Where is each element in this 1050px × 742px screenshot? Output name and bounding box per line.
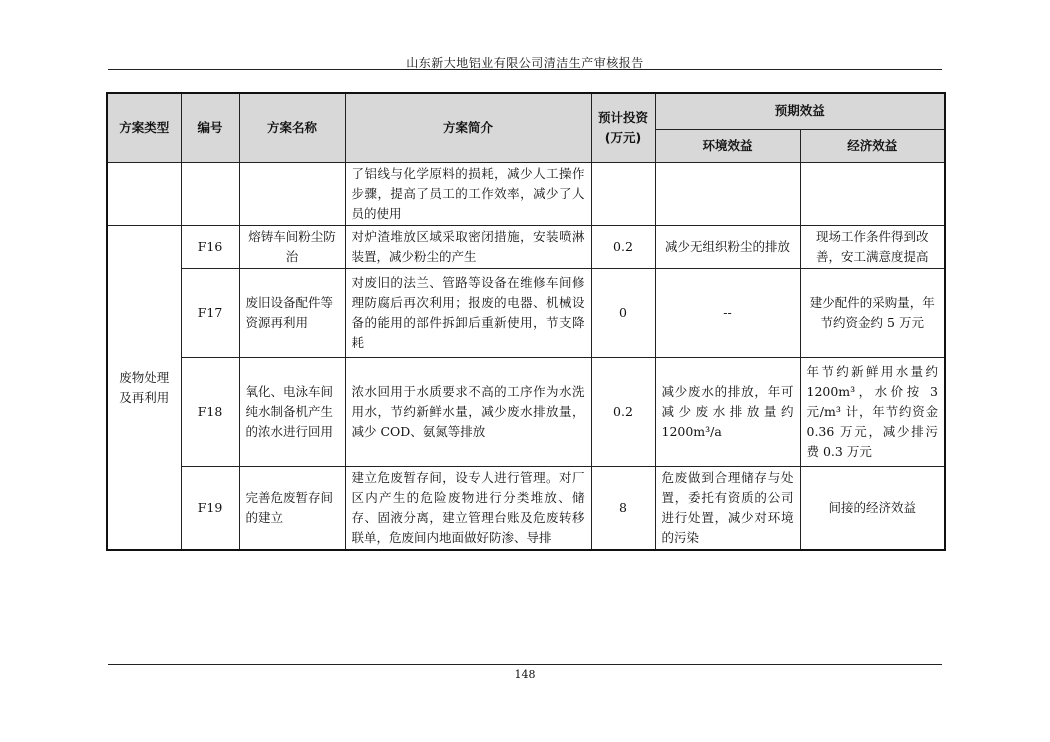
- table-header-row: [107, 93, 945, 129]
- row-investment: 0: [591, 269, 655, 358]
- row-investment: 0.2: [591, 226, 655, 269]
- category-cell: 废物处理及再利用: [107, 226, 181, 551]
- page-number: 148: [514, 668, 536, 681]
- continuation-summary: 了铝线与化学原料的损耗，减少人工操作步骤，提高了员工的工作效率，减少了人员的使用: [345, 163, 591, 226]
- row-summary: 建立危废暂存间，设专人进行管理。对厂区内产生的危险废物进行分类堆放、储存、固液分离，建立管理台账及危废转移联单，危废间内地面做好防渗、导排: [345, 467, 591, 551]
- row-env: 危废做到合理储存与处置，委托有资质的公司进行处置，减少对环境的污染: [655, 467, 800, 551]
- row-econ: 年节约新鲜用水量约 1200m³，水价按 3 元/m³ 计，年节约资金 0.36 万元，减少排污费 0.3 万元: [800, 358, 945, 467]
- header-name: 方案名称: [239, 93, 345, 163]
- row-summary: 浓水回用于水质要求不高的工序作为水洗用水，节约新鲜水量，减少废水排放量，减少 COD、氨氮等排放: [345, 358, 591, 467]
- row-summary: 对废旧的法兰、管路等设备在维修车间修理防腐后再次利用；报废的电器、机械设备的能用的部件拆卸后重新使用，节支降耗: [345, 269, 591, 358]
- table-row: [107, 269, 945, 358]
- row-id: F19: [181, 467, 239, 551]
- table-row: [107, 226, 945, 269]
- header-investment: 预计投资(万元): [591, 93, 655, 163]
- row-id: F18: [181, 358, 239, 467]
- row-econ: 现场工作条件得到改善，安工满意度提高: [800, 226, 945, 269]
- row-id: F16: [181, 226, 239, 269]
- row-env: 减少废水的排放，年可减少废水排放量约 1200m³/a: [655, 358, 800, 467]
- row-summary: 对炉渣堆放区域采取密闭措施，安装喷淋装置，减少粉尘的产生: [345, 226, 591, 269]
- audit-plan-table: [106, 92, 946, 551]
- table-row: [107, 467, 945, 551]
- header-divider: [108, 69, 942, 70]
- footer-divider: [108, 664, 942, 665]
- row-name: 完善危废暂存间的建立: [239, 467, 345, 551]
- row-name: 氧化、电泳车间纯水制备机产生的浓水进行回用: [239, 358, 345, 467]
- table-row: [107, 358, 945, 467]
- header-env: 环境效益: [655, 129, 800, 162]
- row-name: 废旧设备配件等资源再利用: [239, 269, 345, 358]
- row-investment: 8: [591, 467, 655, 551]
- row-investment: 0.2: [591, 358, 655, 467]
- header-type: 方案类型: [107, 93, 181, 163]
- header-id: 编号: [181, 93, 239, 163]
- row-econ: 间接的经济效益: [800, 467, 945, 551]
- row-name: 熔铸车间粉尘防治: [239, 226, 345, 269]
- row-env: --: [655, 269, 800, 358]
- table-row: [107, 163, 945, 226]
- row-id: F17: [181, 269, 239, 358]
- header-summary: 方案简介: [345, 93, 591, 163]
- row-econ: 建少配件的采购量，年节约资金约 5 万元: [800, 269, 945, 358]
- header-benefit: 预期效益: [655, 93, 945, 129]
- header-econ: 经济效益: [800, 129, 945, 162]
- row-env: 减少无组织粉尘的排放: [655, 226, 800, 269]
- report-header-title: 山东新大地铝业有限公司清洁生产审核报告: [406, 56, 644, 70]
